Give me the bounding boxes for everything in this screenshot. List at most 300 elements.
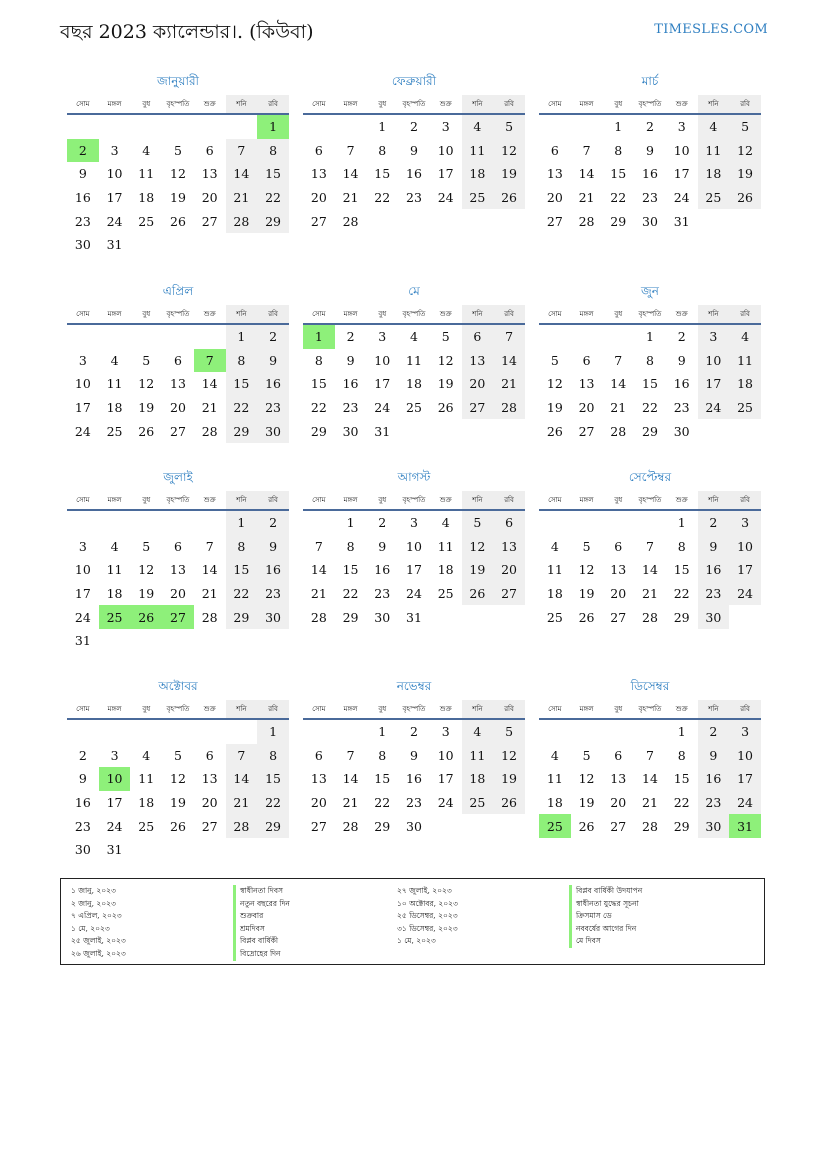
weekday-label: শুক্র (439, 310, 452, 318)
day-cell: 14 (578, 166, 595, 182)
legend-date: ২৫ জুলাই, ২০২৩ (71, 936, 126, 946)
legend-holiday-name: স্বাধীনতা যুদ্ধের সূচনা (569, 898, 642, 911)
day-cell: 4 (729, 325, 761, 349)
day-cell: 4 (142, 747, 151, 763)
brand-link[interactable]: TIMESLES.COM (654, 22, 768, 37)
day-grid (303, 115, 525, 233)
month-name: মার্চ (641, 74, 659, 88)
empty-cell (130, 720, 162, 744)
empty-cell (130, 115, 162, 139)
day-cell: 2 (257, 325, 289, 349)
weekday-header (303, 95, 525, 115)
day-cell: 12 (729, 139, 761, 163)
day-cell: 27 (201, 818, 218, 834)
day-cell: 20 (493, 558, 525, 582)
day-cell: 25 (106, 423, 123, 439)
day-cell: 19 (462, 558, 494, 582)
weekday-label: শুক্র (439, 496, 452, 504)
legend-holiday-name: শ্রমদিবস (233, 923, 290, 936)
day-cell: 4 (698, 115, 730, 139)
day-cell: 10 (729, 744, 761, 768)
legend-right-names (569, 885, 642, 948)
empty-cell (99, 511, 131, 535)
weekday-label: বৃহস্পতি (638, 496, 662, 504)
weekday-header (67, 700, 289, 720)
day-cell: 9 (78, 166, 87, 182)
day-cell: 16 (257, 558, 289, 582)
day-cell: 15 (642, 376, 658, 392)
empty-cell (194, 720, 226, 744)
day-cell: 15 (226, 558, 258, 582)
day-cell: 26 (170, 213, 186, 229)
holiday-cell: 1 (303, 325, 335, 349)
month-block (67, 72, 289, 257)
day-cell: 11 (406, 352, 422, 368)
day-cell: 26 (138, 423, 155, 439)
weekday-label: শনি (462, 700, 494, 718)
weekday-label: শনি (226, 95, 258, 113)
weekday-label: সোম (548, 496, 562, 504)
day-cell: 1 (645, 329, 654, 345)
day-cell: 28 (226, 814, 258, 838)
weekday-label: রবি (493, 491, 525, 509)
day-cell: 19 (170, 795, 186, 811)
day-cell: 18 (546, 586, 563, 602)
weekday-header (303, 700, 525, 720)
weekday-label: মঙ্গল (343, 100, 358, 108)
day-cell: 13 (170, 562, 186, 578)
weekday-label: শুক্র (675, 496, 688, 504)
day-cell: 21 (342, 190, 359, 206)
day-cell: 25 (729, 396, 761, 420)
day-cell: 29 (374, 818, 391, 834)
weekday-label: মঙ্গল (579, 100, 594, 108)
day-cell: 4 (462, 115, 494, 139)
weekday-header (539, 95, 761, 115)
day-cell: 24 (729, 791, 761, 815)
day-cell: 25 (437, 586, 454, 602)
day-cell: 3 (441, 119, 450, 135)
day-cell: 26 (493, 186, 525, 210)
weekday-label: রবি (729, 491, 761, 509)
empty-cell (162, 720, 194, 744)
empty-cell (99, 115, 131, 139)
weekday-header (303, 491, 525, 511)
day-cell: 17 (106, 190, 123, 206)
weekday-label: শনি (698, 305, 730, 323)
day-cell: 6 (205, 747, 214, 763)
month-block (303, 282, 525, 443)
day-cell: 17 (673, 166, 690, 182)
weekday-label: রবি (729, 305, 761, 323)
day-cell: 30 (406, 818, 422, 834)
day-cell: 18 (138, 190, 155, 206)
day-cell: 7 (314, 538, 323, 554)
day-cell: 29 (226, 605, 258, 629)
day-cell: 9 (257, 535, 289, 559)
weekday-label: শনি (462, 95, 494, 113)
day-cell: 26 (578, 818, 595, 834)
weekday-label: সোম (76, 705, 90, 713)
day-cell: 13 (310, 166, 327, 182)
empty-cell (335, 720, 367, 744)
day-grid (539, 325, 761, 443)
holiday-cell: 2 (67, 139, 99, 163)
month-block (539, 677, 761, 838)
day-cell: 3 (677, 119, 686, 135)
day-cell: 11 (138, 771, 155, 787)
day-cell: 3 (110, 747, 119, 763)
day-cell: 18 (106, 400, 123, 416)
empty-cell (226, 720, 258, 744)
month-block (303, 677, 525, 838)
day-cell: 12 (493, 744, 525, 768)
day-cell: 4 (409, 329, 418, 345)
day-cell: 29 (642, 423, 658, 439)
weekday-label: বুধ (142, 705, 151, 713)
day-cell: 28 (610, 423, 627, 439)
day-cell: 18 (462, 162, 494, 186)
day-cell: 19 (138, 400, 155, 416)
day-cell: 7 (205, 538, 214, 554)
weekday-label: সোম (76, 496, 90, 504)
day-cell: 12 (138, 376, 155, 392)
legend-left-dates (71, 885, 126, 961)
day-cell: 13 (201, 166, 218, 182)
day-cell: 10 (437, 142, 454, 158)
holiday-cell: 27 (162, 605, 194, 629)
day-cell: 2 (257, 511, 289, 535)
day-cell: 2 (677, 329, 686, 345)
day-cell: 28 (493, 396, 525, 420)
day-cell: 20 (546, 190, 563, 206)
month-name: সেপ্টেম্বর (628, 470, 672, 484)
day-cell: 25 (138, 213, 155, 229)
weekday-label: মঙ্গল (579, 496, 594, 504)
day-cell: 20 (462, 372, 494, 396)
weekday-label: বৃহস্পতি (166, 496, 190, 504)
empty-cell (303, 115, 335, 139)
day-cell: 1 (346, 515, 355, 531)
weekday-label: রবি (257, 700, 289, 718)
weekday-label: বুধ (614, 310, 623, 318)
day-cell: 13 (310, 771, 327, 787)
weekday-header (539, 491, 761, 511)
weekday-label: বৃহস্পতি (166, 100, 190, 108)
weekday-label: শনি (698, 700, 730, 718)
month-name: জানুয়ারী (157, 74, 199, 88)
day-cell: 24 (729, 582, 761, 606)
empty-cell (99, 325, 131, 349)
day-cell: 30 (698, 814, 730, 838)
day-cell: 16 (342, 376, 359, 392)
day-cell: 2 (346, 329, 355, 345)
weekday-label: শুক্র (675, 100, 688, 108)
day-cell: 5 (729, 115, 761, 139)
day-cell: 17 (729, 767, 761, 791)
day-cell: 8 (257, 139, 289, 163)
day-cell: 4 (441, 515, 450, 531)
day-cell: 24 (698, 396, 730, 420)
day-cell: 8 (378, 142, 387, 158)
day-cell: 16 (406, 166, 422, 182)
day-cell: 3 (78, 352, 87, 368)
empty-cell (67, 511, 99, 535)
weekday-label: শুক্র (203, 496, 216, 504)
day-cell: 23 (698, 791, 730, 815)
day-cell: 11 (462, 139, 494, 163)
day-cell: 3 (729, 720, 761, 744)
weekday-label: বৃহস্পতি (166, 310, 190, 318)
day-cell: 27 (462, 396, 494, 420)
day-cell: 8 (614, 142, 623, 158)
day-cell: 24 (374, 400, 391, 416)
empty-cell (634, 720, 666, 744)
day-cell: 13 (610, 562, 627, 578)
day-cell: 9 (378, 538, 387, 554)
day-cell: 22 (642, 400, 658, 416)
empty-cell (303, 511, 335, 535)
empty-cell (162, 115, 194, 139)
weekday-label: শনি (698, 491, 730, 509)
weekday-label: বুধ (142, 496, 151, 504)
weekday-label: বুধ (614, 496, 623, 504)
day-cell: 31 (106, 237, 123, 253)
day-cell: 3 (378, 329, 387, 345)
day-cell: 2 (78, 747, 87, 763)
empty-cell (602, 325, 634, 349)
day-cell: 12 (546, 376, 563, 392)
empty-cell (539, 720, 571, 744)
holiday-legend (60, 878, 765, 965)
month-name: নভেম্বর (396, 679, 432, 693)
day-cell: 3 (729, 511, 761, 535)
day-cell: 16 (74, 795, 91, 811)
weekday-label: বৃহস্পতি (402, 705, 426, 713)
weekday-label: শনি (226, 491, 258, 509)
day-grid (539, 720, 761, 838)
day-cell: 6 (205, 142, 214, 158)
legend-holiday-name: শুক্রবার (233, 910, 290, 923)
weekday-label: রবি (493, 700, 525, 718)
day-cell: 3 (78, 538, 87, 554)
day-cell: 30 (698, 605, 730, 629)
day-cell: 25 (406, 400, 422, 416)
weekday-header (303, 305, 525, 325)
day-cell: 12 (437, 352, 454, 368)
day-cell: 21 (226, 186, 258, 210)
day-cell: 30 (673, 423, 690, 439)
day-cell: 6 (173, 538, 182, 554)
day-cell: 10 (74, 562, 91, 578)
day-cell: 18 (462, 767, 494, 791)
empty-cell (634, 511, 666, 535)
day-cell: 20 (170, 586, 186, 602)
day-cell: 22 (673, 586, 690, 602)
day-cell: 19 (437, 376, 454, 392)
holiday-cell: 1 (257, 115, 289, 139)
day-grid (303, 720, 525, 838)
day-grid (539, 511, 761, 629)
day-cell: 24 (406, 586, 422, 602)
day-cell: 17 (729, 558, 761, 582)
day-cell: 5 (493, 115, 525, 139)
day-cell: 23 (257, 582, 289, 606)
empty-cell (162, 325, 194, 349)
day-cell: 21 (493, 372, 525, 396)
day-cell: 5 (173, 142, 182, 158)
day-cell: 24 (673, 190, 690, 206)
weekday-label: রবি (493, 95, 525, 113)
month-name: এপ্রিল (162, 284, 194, 298)
day-cell: 13 (201, 771, 218, 787)
empty-cell (571, 115, 603, 139)
day-cell: 6 (550, 142, 559, 158)
day-cell: 23 (642, 190, 658, 206)
day-cell: 14 (201, 376, 218, 392)
empty-cell (539, 511, 571, 535)
weekday-header (539, 305, 761, 325)
day-cell: 1 (226, 325, 258, 349)
day-cell: 11 (437, 538, 454, 554)
weekday-label: শুক্র (203, 100, 216, 108)
weekday-label: মঙ্গল (579, 310, 594, 318)
day-cell: 28 (578, 213, 595, 229)
legend-date: ২৫ ডিসেম্বর, ২০২৩ (397, 911, 458, 921)
day-cell: 26 (437, 400, 454, 416)
day-cell: 7 (645, 747, 654, 763)
day-cell: 25 (138, 818, 155, 834)
empty-cell (130, 511, 162, 535)
day-cell: 28 (342, 818, 359, 834)
day-cell: 8 (677, 747, 686, 763)
day-cell: 1 (614, 119, 623, 135)
day-cell: 18 (437, 562, 454, 578)
day-cell: 30 (342, 423, 359, 439)
legend-holiday-name: স্বাধীনতা দিবস (233, 885, 290, 898)
empty-cell (99, 720, 131, 744)
day-cell: 29 (257, 814, 289, 838)
day-cell: 19 (578, 795, 595, 811)
month-name: জুন (641, 284, 659, 298)
day-cell: 2 (378, 515, 387, 531)
day-cell: 19 (138, 586, 155, 602)
empty-cell (539, 115, 571, 139)
day-cell: 19 (170, 190, 186, 206)
weekday-label: শনি (462, 491, 494, 509)
day-cell: 27 (310, 213, 327, 229)
legend-date: ১ জানু, ২০২৩ (71, 886, 116, 895)
day-cell: 12 (578, 771, 595, 787)
day-cell: 19 (729, 162, 761, 186)
day-cell: 11 (546, 562, 563, 578)
day-cell: 19 (578, 586, 595, 602)
day-grid (67, 115, 289, 257)
day-cell: 8 (677, 538, 686, 554)
legend-date: ১০ অক্টোবর, ২০২৩ (397, 898, 458, 908)
day-cell: 28 (226, 209, 258, 233)
empty-cell (67, 325, 99, 349)
day-cell: 27 (610, 609, 627, 625)
day-cell: 7 (645, 538, 654, 554)
day-cell: 14 (642, 771, 658, 787)
day-cell: 28 (310, 609, 327, 625)
day-cell: 16 (406, 771, 422, 787)
day-cell: 1 (257, 720, 289, 744)
weekday-label: মঙ্গল (107, 705, 122, 713)
legend-holiday-name: বিদ্রোহের দিন (233, 948, 290, 961)
day-cell: 14 (342, 771, 359, 787)
day-grid (303, 511, 525, 629)
empty-cell (335, 115, 367, 139)
day-cell: 15 (226, 372, 258, 396)
day-cell: 15 (342, 562, 359, 578)
month-block (303, 72, 525, 233)
day-cell: 25 (462, 186, 494, 210)
day-cell: 11 (729, 349, 761, 373)
legend-holiday-name: নতুন বছরের দিন (233, 898, 290, 911)
day-cell: 20 (201, 795, 218, 811)
day-cell: 4 (142, 142, 151, 158)
day-cell: 30 (642, 213, 658, 229)
day-cell: 27 (578, 423, 595, 439)
day-cell: 6 (614, 538, 623, 554)
day-cell: 15 (673, 771, 690, 787)
day-cell: 21 (201, 586, 218, 602)
day-cell: 8 (645, 352, 654, 368)
day-cell: 21 (342, 795, 359, 811)
day-cell: 8 (226, 349, 258, 373)
weekday-label: সোম (312, 100, 326, 108)
day-cell: 8 (257, 744, 289, 768)
day-cell: 1 (378, 724, 387, 740)
day-cell: 14 (226, 767, 258, 791)
day-cell: 9 (257, 349, 289, 373)
legend-holiday-name: বিপ্লব বার্ষিকী (233, 935, 290, 948)
day-cell: 27 (610, 818, 627, 834)
day-cell: 16 (257, 372, 289, 396)
day-cell: 12 (138, 562, 155, 578)
day-cell: 6 (462, 325, 494, 349)
day-cell: 28 (642, 818, 658, 834)
weekday-label: সোম (548, 705, 562, 713)
day-cell: 21 (578, 190, 595, 206)
day-cell: 6 (493, 511, 525, 535)
legend-holiday-name: বিপ্লব বার্ষিকী উদযাপন (569, 885, 642, 898)
empty-cell (194, 511, 226, 535)
day-cell: 7 (582, 142, 591, 158)
day-cell: 26 (729, 186, 761, 210)
day-cell: 14 (610, 376, 627, 392)
day-cell: 22 (673, 795, 690, 811)
day-cell: 7 (346, 142, 355, 158)
weekday-label: শুক্র (439, 705, 452, 713)
holiday-cell: 31 (729, 814, 761, 838)
day-cell: 4 (462, 720, 494, 744)
weekday-label: সোম (312, 496, 326, 504)
day-cell: 14 (201, 562, 218, 578)
weekday-label: মঙ্গল (343, 705, 358, 713)
day-cell: 22 (610, 190, 627, 206)
day-cell: 16 (74, 190, 91, 206)
day-cell: 24 (437, 795, 454, 811)
day-cell: 15 (257, 162, 289, 186)
day-cell: 5 (441, 329, 450, 345)
day-cell: 14 (642, 562, 658, 578)
day-cell: 10 (437, 747, 454, 763)
day-cell: 15 (673, 562, 690, 578)
day-cell: 18 (546, 795, 563, 811)
